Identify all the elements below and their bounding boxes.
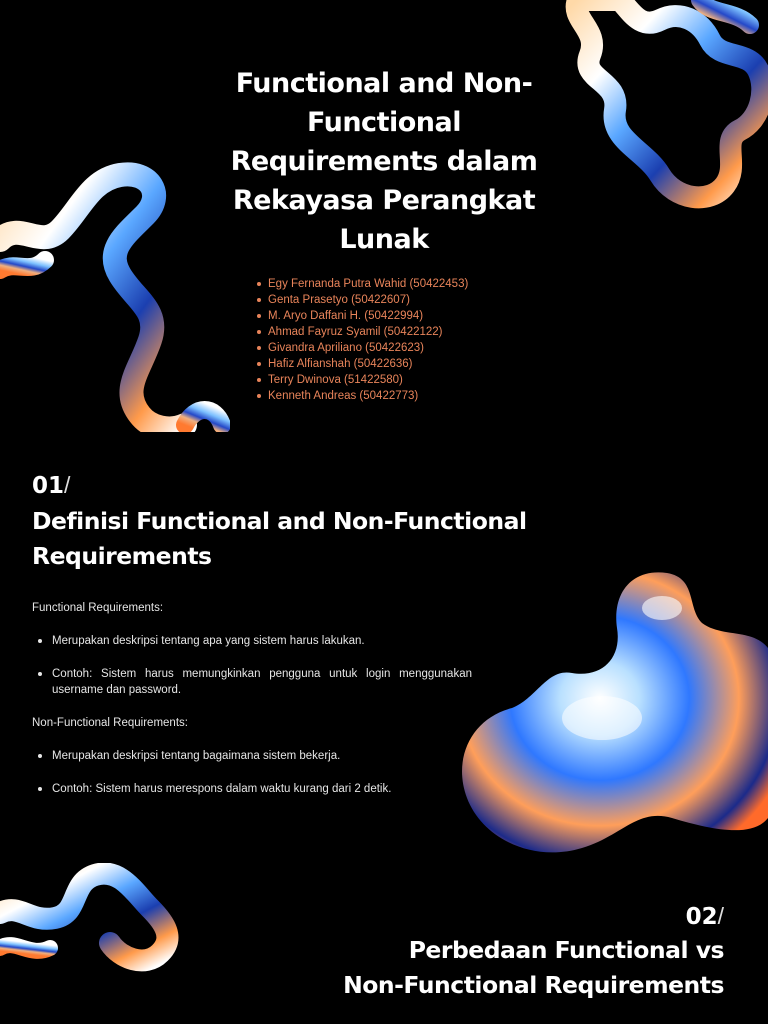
title-slide [0, 0, 768, 432]
author-item: Genta Prasetyo (50422607) [256, 292, 468, 308]
definition-body [32, 600, 472, 814]
author-item: Kenneth Andreas (50422773) [256, 388, 468, 404]
title-line: Functional and Non- [235, 68, 533, 99]
title-line: Rekayasa Perangkat [232, 185, 536, 216]
author-item: M. Aryo Daffani H. (50422994) [256, 308, 468, 324]
section-slash: / [717, 903, 724, 929]
section-title [124, 933, 724, 1003]
functional-heading: Functional Requirements: [32, 602, 164, 614]
nonfunctional-list [32, 748, 472, 797]
author-item: Egy Fernanda Putra Wahid (50422453) [256, 276, 468, 292]
section-title-line: Definisi Functional and Non-Functional [32, 507, 527, 535]
section-title-line: Perbedaan Functional vs [408, 936, 724, 964]
title-line: Lunak [339, 224, 429, 255]
section-number-value: 01 [32, 473, 65, 499]
presentation-title [150, 64, 618, 259]
list-item: Merupakan deskripsi tentang bagaimana sistem bekerja. [32, 748, 472, 764]
author-item: Hafiz Alfianshah (50422636) [256, 356, 468, 372]
section-title [32, 504, 752, 574]
chrome-blob-right [452, 568, 768, 863]
title-line: Requirements dalam [230, 146, 538, 177]
author-item: Terry Dwinova (51422580) [256, 372, 468, 388]
section-title-line: Non-Functional Requirements [343, 971, 724, 999]
author-item: Givandra Apriliano (50422623) [256, 340, 468, 356]
comparison-slide [0, 863, 768, 1024]
list-item: Contoh: Sistem harus memungkinkan pengguna untuk login menggunakan username dan password. [32, 666, 472, 698]
section-slash: / [64, 472, 71, 498]
section-number-value: 02 [685, 904, 718, 930]
list-item: Contoh: Sistem harus merespons dalam waktu kurang dari 2 detik. [32, 781, 472, 797]
functional-list [32, 633, 472, 698]
section-number [32, 470, 70, 501]
section-number [686, 901, 724, 932]
author-list [256, 276, 468, 404]
section-title-line: Requirements [32, 542, 212, 570]
definition-slide [0, 432, 768, 863]
author-item: Ahmad Fayruz Syamil (50422122) [256, 324, 468, 340]
title-line: Functional [307, 107, 461, 138]
nonfunctional-heading: Non-Functional Requirements: [32, 717, 188, 729]
list-item: Merupakan deskripsi tentang apa yang sistem harus lakukan. [32, 633, 472, 649]
